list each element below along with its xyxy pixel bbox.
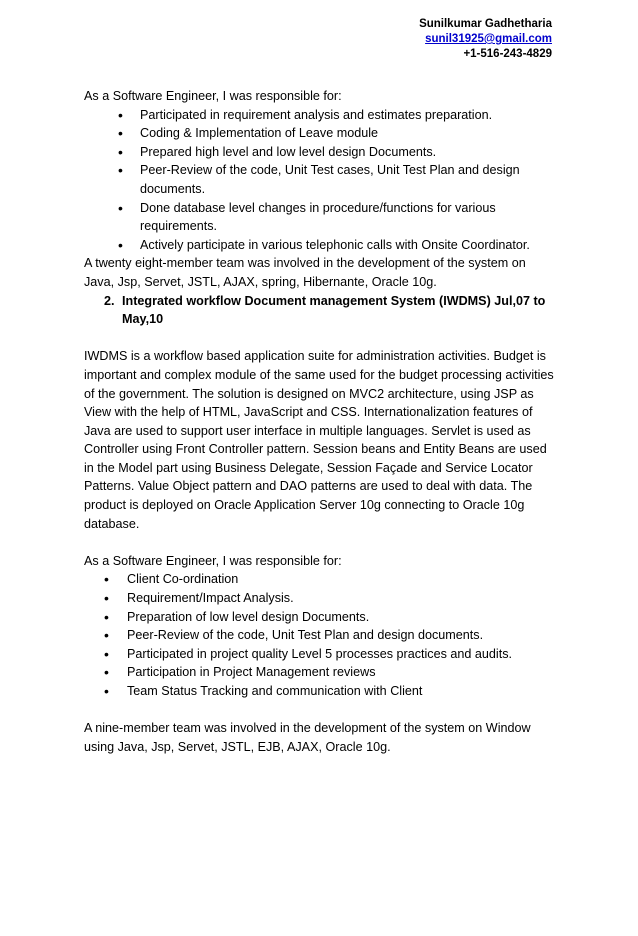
list-item: • Prepared high level and low level design Documents. [84, 143, 558, 162]
email-link[interactable]: sunil31925@gmail.com [425, 33, 552, 45]
responsibilities-list [84, 570, 558, 700]
list-item: • Client Co-ordination [84, 570, 558, 589]
list-item: • Coding & Implementation of Leave module [84, 124, 558, 143]
team-description: A nine-member team was involved in the development of the system on Window using Java, Jsp, Servet, JSTL, EJB, AJAX, Oracle 10g. [84, 721, 531, 754]
list-item: • Peer-Review of the code, Unit Test Plan and design documents. [84, 626, 558, 645]
list-item: • Actively participate in various telephonic calls with Onsite Coordinator. [84, 236, 558, 255]
project-title: Integrated workflow Document management System (IWDMS) Jul,07 to May,10 [122, 293, 546, 327]
list-item: • Team Status Tracking and communication with Client [84, 682, 558, 701]
list-item: • Done database level changes in procedure/functions for various requirements. [84, 199, 558, 236]
project-number: 2. [104, 293, 115, 308]
team-description: A twenty eight-member team was involved in the development of the system on Java, Jsp, Servet, JSTL, AJAX, spring, Hibernante, Oracle 10g. [84, 256, 526, 289]
candidate-name: Sunilkumar Gadhetharia [419, 18, 552, 30]
list-item: • Participated in requirement analysis and estimates preparation. [84, 106, 558, 125]
list-item: • Participation in Project Management reviews [84, 663, 558, 682]
project-heading [84, 292, 558, 329]
responsibilities-intro: As a Software Engineer, I was responsible for: [84, 89, 342, 103]
phone-number: +1-516-243-4829 [463, 48, 552, 60]
responsibilities-list [84, 106, 558, 255]
list-item: • Peer-Review of the code, Unit Test cases, Unit Test Plan and design documents. [84, 161, 558, 198]
list-item: • Requirement/Impact Analysis. [84, 589, 558, 608]
list-item: • Preparation of low level design Documents. [84, 608, 558, 627]
resume-body [84, 87, 558, 756]
list-item: • Participated in project quality Level 5 processes practices and audits. [84, 645, 558, 664]
contact-header [419, 17, 552, 62]
responsibilities-intro: As a Software Engineer, I was responsible for: [84, 553, 342, 568]
project-description: IWDMS is a workflow based application suite for administration activities. Budget is important and complex module of the same used for the budget processing activities of the government. The solution is designed on MVC2 architecture, using JSP as View with the help of HTML, JavaScript and CSS. Internationalization features of Java are used to support user interface in multiple languages. Servlet is used as Controller using Front Controller pattern. Session beans and Entity Beans are used in the Model part using Business Delegate, Session Façade and Service Locator Patterns. Value Object pattern and DAO patterns are used to deal with data. The product is deployed on Oracle Application Server 10g connecting to Oracle 10g database. [84, 349, 554, 531]
